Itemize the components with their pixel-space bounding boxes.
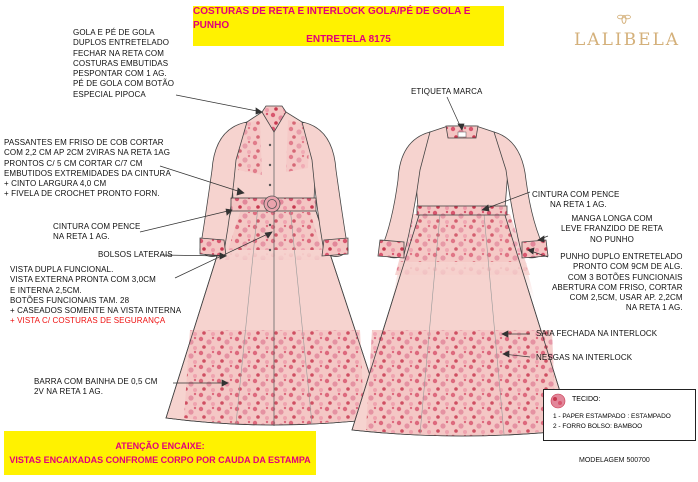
fabric-legend: [543, 389, 696, 441]
note-vista-red: + VISTA C/ COSTURAS DE SEGURANÇA: [10, 316, 166, 326]
note-manga: MANGA LONGA COM LEVE FRANZIDO DE RETA NO PUNHO: [561, 214, 663, 244]
note-punho: PUNHO DUPLO ENTRETELADO PRONTO COM 9CM DE ALG. COM 3 BOTÕES FUNCIONAIS ABERTURA COM FRISO, CORTAR COM 2,5CM, USAR AP. 2,2CM NA RETA 1 AG.: [552, 252, 683, 313]
note-barra: BARRA COM BAINHA DE 0,5 CM 2V NA RETA 1 AG.: [34, 377, 158, 397]
back-dress: [352, 126, 572, 436]
note-vista: VISTA DUPLA FUNCIONAL. VISTA EXTERNA PRONTA COM 3,0CM E INTERNA 2,5CM. BOTÕES FUNCIONAIS TAM. 28 + CASEADOS SOMENTE NA VISTA INTERNA + VISTA C/ COSTURAS DE SEGURANÇA: [10, 265, 182, 326]
note-cintura-front: CINTURA COM PENCE NA RETA 1 AG.: [53, 222, 141, 242]
fabric-swatch: [550, 393, 566, 409]
note-passantes: PASSANTES EM FRISO DE COB CORTAR COM 2,2 CM AP 2CM 2VIRAS NA RETA 1AG PRONTOS C/ 5 CM CORTAR C/7 CM EMBUTIDOS EXTREMIDADES DA CINTURA + CINTO LARGURA 4,0 CM + FIVELA DE CROCHET PRONTO FORN.: [4, 138, 171, 199]
header-line-2: ENTRETELA 8175: [306, 34, 391, 45]
note-gola: GOLA E PÉ DE GOLA DUPLOS ENTRETELADO FECHAR NA RETA COM COSTURAS EMBUTIDAS PESPONTAR COM 1 AG. PÉ DE GOLA COM BOTÃO ESPECIAL PIPOCA: [73, 28, 175, 99]
note-nesgas: NESGAS NA INTERLOCK: [536, 353, 633, 362]
alert-text: VISTAS ENCAIXADAS CONFROME CORPO POR CAUDA DA ESTAMPA: [9, 455, 311, 465]
alert-title: ATENÇÃO ENCAIXE:: [115, 441, 205, 451]
alert-banner: [4, 431, 316, 475]
note-bolsos: BOLSOS LATERAIS: [98, 250, 173, 259]
note-cintura-back: CINTURA COM PENCE NA RETA 1 AG.: [532, 190, 620, 210]
fabric-label: TECIDO:: [572, 396, 601, 403]
fabric-items: 1 - PAPER ESTAMPADO : ESTAMPADO 2 - FORRO BOLSO: BAMBOO: [553, 413, 671, 430]
front-dress: [166, 106, 384, 426]
note-saia: SAIA FECHADA NA INTERLOCK: [536, 329, 658, 338]
modelagem-code: MODELAGEM 500700: [579, 457, 650, 464]
note-etiqueta: ETIQUETA MARCA: [411, 87, 483, 96]
header-line-1: COSTURAS DE RETA E INTERLOCK GOLA/PÉ DE GOLA E PUNHO: [193, 6, 471, 31]
brand-logo: LALIBELA: [574, 30, 681, 50]
